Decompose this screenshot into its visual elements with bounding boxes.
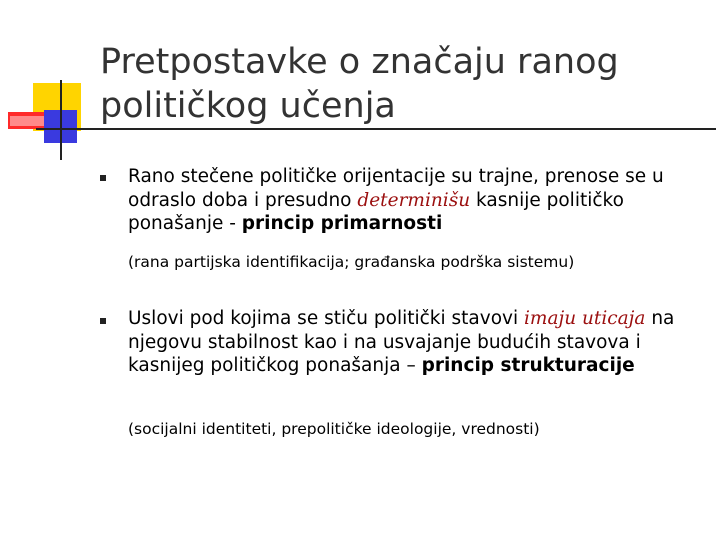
bullet-2-text: [128, 307, 718, 378]
bullet-1-note: (rana partijska identifikacija; građanska podrška sistemu): [128, 253, 575, 271]
bullet-square-icon: [100, 318, 106, 324]
bullet-2-text-after: na njegovu stabilnost kao i na usvajanje budućih stavova i kasnijeg političkog ponašanja –: [128, 308, 675, 376]
title-line-1: Pretpostavke o značaju ranog: [100, 42, 619, 82]
bullet-2-note: (socijalni identiteti, prepolitičke ideologije, vrednosti): [128, 420, 540, 438]
bullet-1-emphasis: determinišu: [357, 189, 471, 211]
bullet-2-principle: princip strukturacije: [421, 355, 635, 376]
bullet-2-text-before: Uslovi pod kojima se stiču politički stavovi: [128, 308, 524, 329]
title-line-2: političkog učenja: [100, 86, 396, 126]
bullet-1-text-after: kasnije političko ponašanje -: [128, 189, 624, 234]
bullet-square-icon: [100, 175, 106, 181]
bullet-1-principle: princip primarnosti: [241, 213, 443, 234]
slide-title: [100, 40, 700, 128]
bullet-1-text-before: Rano stečene političke orijentacije su trajne, prenose se u odraslo doba i presudno: [128, 166, 664, 211]
bullet-2-emphasis: imaju uticaja: [524, 308, 646, 329]
decor-horizontal-line: [36, 128, 716, 130]
bullet-1-text: [128, 165, 718, 236]
decor-vertical-line: [60, 80, 62, 160]
